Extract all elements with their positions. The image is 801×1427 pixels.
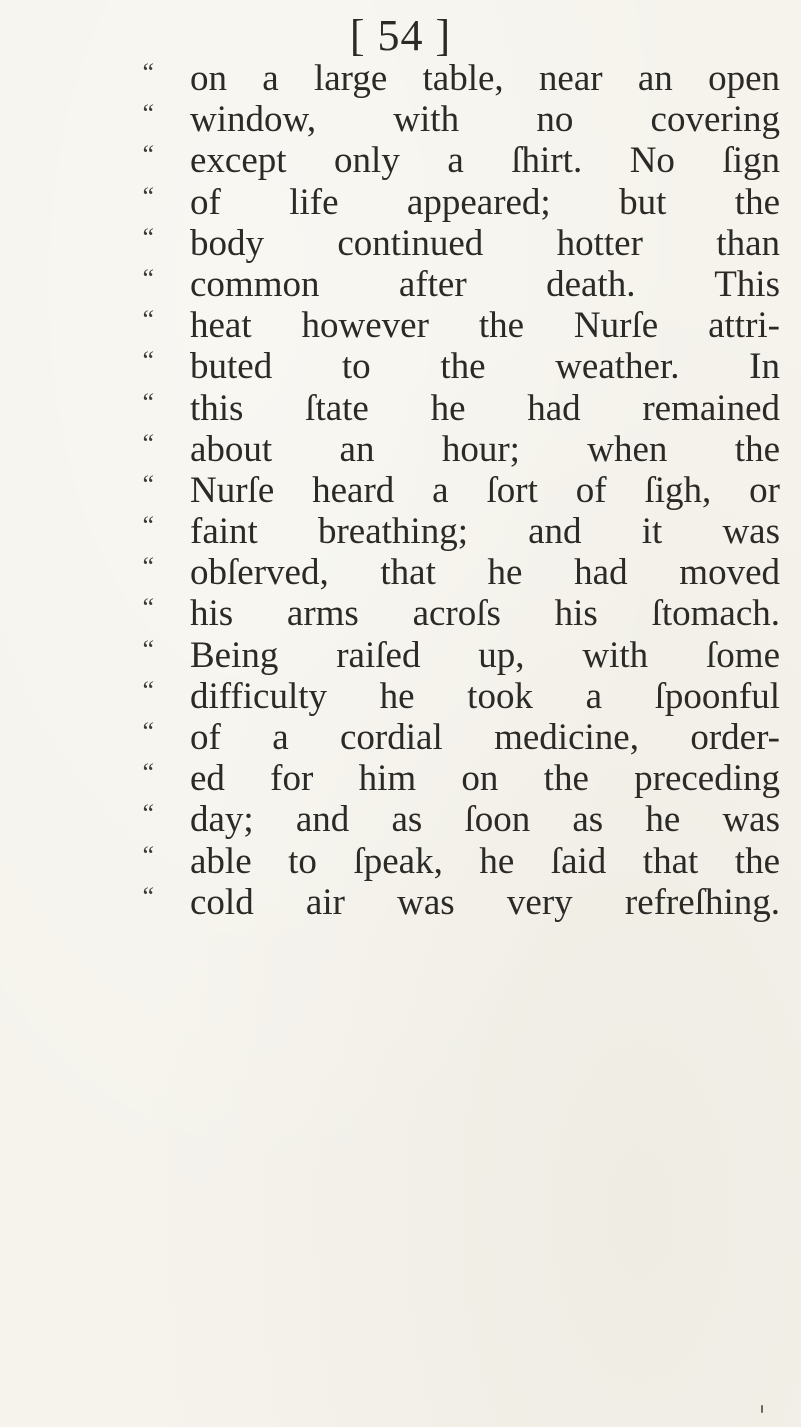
line-text: window, with no covering — [190, 99, 780, 141]
quote-mark: “ — [140, 675, 154, 705]
text-line — [140, 593, 780, 634]
quote-mark: “ — [140, 140, 154, 170]
text-line — [140, 264, 780, 305]
text-line — [140, 635, 780, 676]
line-text: heat however the Nurſe attri- — [190, 305, 780, 347]
text-line — [140, 470, 780, 511]
text-line — [140, 552, 780, 593]
text-line — [140, 223, 780, 264]
line-text: of life appeared; but the — [190, 181, 780, 223]
line-text: on a large table, near an open — [190, 58, 780, 99]
quote-mark: “ — [140, 511, 154, 541]
text-line — [140, 882, 780, 923]
line-text: this ſtate he had remained — [190, 387, 780, 429]
quote-mark: “ — [140, 881, 154, 911]
text-line — [140, 799, 780, 840]
line-text: day; and as ſoon as he was — [190, 799, 780, 841]
page-number-header: [ 54 ] — [349, 11, 452, 60]
line-text: difficulty he took a ſpoonful — [190, 675, 780, 717]
quote-mark: “ — [140, 58, 154, 87]
line-text: buted to the weather. In — [190, 346, 780, 388]
line-text: able to ſpeak, he ſaid that the — [190, 840, 780, 882]
text-line — [140, 346, 780, 387]
quote-mark: “ — [140, 263, 154, 293]
text-line — [140, 388, 780, 429]
line-text: of a cordial medicine, order- — [190, 717, 780, 758]
line-text: his arms acroſs his ſtomach. — [190, 593, 780, 635]
line-text: faint breathing; and it was — [190, 511, 780, 553]
line-text: body continued hotter than — [190, 222, 780, 264]
text-line — [140, 758, 780, 799]
quote-mark: “ — [140, 181, 154, 211]
quote-mark: “ — [140, 799, 154, 829]
text-line — [140, 182, 780, 223]
line-text: Nurſe heard a ſort of ſigh, or — [190, 469, 780, 511]
line-text: obſerved, that he had moved — [190, 552, 780, 594]
quote-mark: “ — [140, 469, 154, 499]
quote-mark: “ — [140, 387, 154, 417]
text-line — [140, 717, 780, 758]
quote-mark: “ — [140, 428, 154, 458]
quote-mark: “ — [140, 346, 154, 376]
quote-mark: “ — [140, 758, 154, 788]
quote-mark: “ — [140, 552, 154, 582]
text-line — [140, 99, 780, 140]
quote-mark: “ — [140, 222, 154, 252]
text-line — [140, 140, 780, 181]
line-text: cold air was very refreſhing. — [190, 881, 780, 923]
paper-speck — [761, 1405, 763, 1413]
text-line — [140, 305, 780, 346]
quote-mark: “ — [140, 634, 154, 664]
text-line — [140, 841, 780, 882]
text-line — [140, 58, 780, 99]
quote-mark: “ — [140, 840, 154, 870]
text-line — [140, 511, 780, 552]
quote-mark: “ — [140, 99, 154, 129]
line-text: Being raiſed up, with ſome — [190, 634, 780, 676]
text-line — [140, 429, 780, 470]
line-text: about an hour; when the — [190, 428, 780, 470]
line-text: common after death. This — [190, 263, 780, 305]
body-text — [140, 58, 780, 923]
line-text: except only a ſhirt. No ſign — [190, 140, 780, 182]
text-line — [140, 676, 780, 717]
quote-mark: “ — [140, 593, 154, 623]
quote-mark: “ — [140, 305, 154, 335]
quote-mark: “ — [140, 717, 154, 746]
line-text: ed for him on the preceding — [190, 758, 780, 800]
